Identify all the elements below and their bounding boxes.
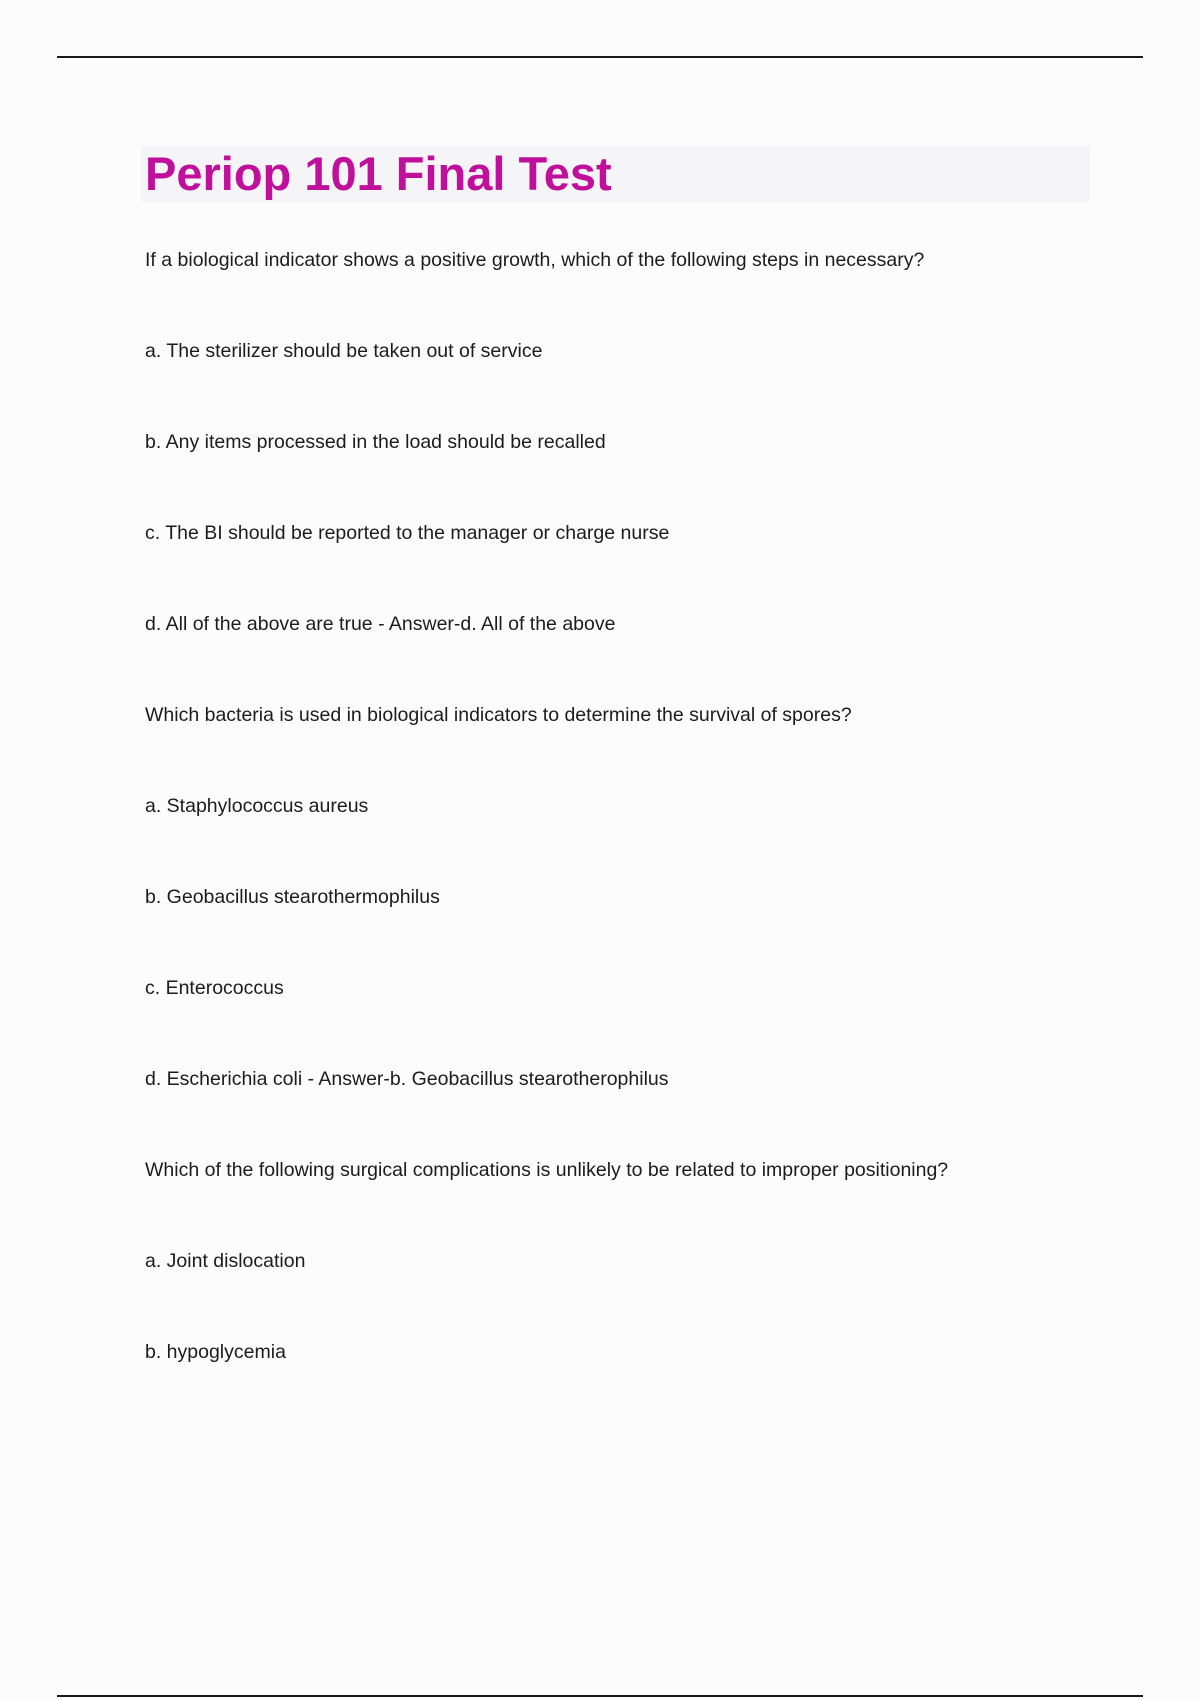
question-1: If a biological indicator shows a positive growth, which of the following steps in necessary? [145, 249, 925, 271]
question-2-option-c: c. Enterococcus [145, 977, 284, 999]
question-1-option-d-answer: d. All of the above are true - Answer-d. All of the above [145, 613, 616, 635]
question-1-option-a: a. The sterilizer should be taken out of service [145, 340, 543, 362]
question-3: Which of the following surgical complications is unlikely to be related to improper positioning? [145, 1159, 949, 1181]
question-3-option-a: a. Joint dislocation [145, 1250, 306, 1272]
document-body [145, 241, 1105, 1424]
question-2: Which bacteria is used in biological indicators to determine the survival of spores? [145, 704, 852, 726]
question-2-option-d-answer: d. Escherichia coli - Answer-b. Geobacillus stearotherophilus [145, 1068, 669, 1090]
question-3-option-b: b. hypoglycemia [145, 1341, 286, 1363]
footer-rule [57, 1695, 1143, 1697]
header-rule [57, 56, 1143, 58]
question-2-option-b: b. Geobacillus stearothermophilus [145, 886, 440, 908]
document-title: Periop 101 Final Test [145, 147, 612, 200]
question-2-option-a: a. Staphylococcus aureus [145, 795, 369, 817]
question-1-option-b: b. Any items processed in the load should be recalled [145, 431, 606, 453]
question-1-option-c: c. The BI should be reported to the manager or charge nurse [145, 522, 670, 544]
